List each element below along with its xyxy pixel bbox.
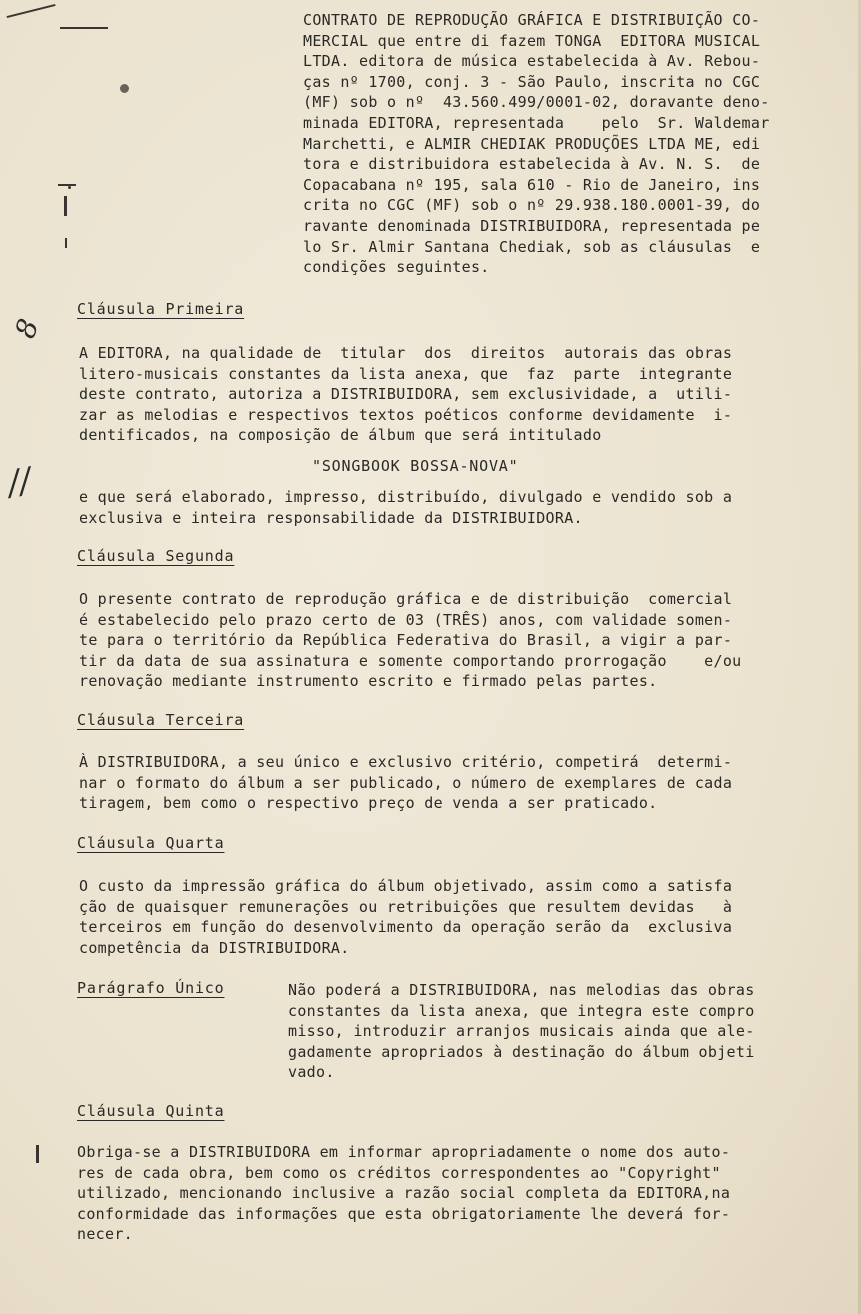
clause-line: ção de quaisquer remunerações ou retribuições que resultem devidas à xyxy=(79,897,733,916)
preamble-line: crita no CGC (MF) sob o nº 29.938.180.0001-39, do xyxy=(303,196,761,215)
album-title: "SONGBOOK BOSSA-NOVA" xyxy=(312,457,519,475)
margin-tick-small xyxy=(65,238,67,248)
top-dash-mark xyxy=(60,27,108,29)
clause-line: Obriga-se a DISTRIBUIDORA em informar apropriadamente o nome dos auto- xyxy=(77,1143,731,1161)
clause-heading: Cláusula Primeira xyxy=(77,300,245,318)
preamble-line: minada EDITORA, representada pelo Sr. Waldemar xyxy=(303,113,770,132)
clause-line: O presente contrato de reprodução gráfica e de distribuição comercial xyxy=(79,590,733,608)
clause-line: te para o território da República Federativa do Brasil, a vigir a par- xyxy=(79,631,733,650)
clause-line: conformidade das informações que esta obrigatoriamente lhe deverá for- xyxy=(77,1204,731,1223)
preamble-line: (MF) sob o nº 43.560.499/0001-02, doravante deno- xyxy=(303,93,770,112)
punch-hole-dot xyxy=(120,84,129,93)
clause-line: litero-musicais constantes da lista anexa, que faz parte integrante xyxy=(79,364,733,383)
paragraph-line: misso, introduzir arranjos musicais ainda que ale- xyxy=(288,1022,755,1041)
clause-line: terceiros em função do desenvolvimento da operação serão da exclusiva xyxy=(79,918,733,937)
clause-line: deste contrato, autoriza a DISTRIBUIDORA, sem exclusividade, a utili- xyxy=(79,385,733,404)
clause-body xyxy=(79,487,732,528)
preamble-line: Marchetti, e ALMIR CHEDIAK PRODUÇÕES LTDA ME, edi xyxy=(303,134,761,153)
paragraph-line: vado. xyxy=(288,1063,335,1082)
clause-line: e que será elaborado, impresso, distribuído, divulgado e vendido sob a xyxy=(79,488,733,506)
clause-body xyxy=(79,876,732,958)
clause-line: exclusiva e inteira responsabilidade da DISTRIBUIDORA. xyxy=(79,508,583,527)
clause-line: dentificados, na composição de álbum que será intitulado xyxy=(79,426,602,445)
preamble-line: ças nº 1700, conj. 3 - São Paulo, inscrita no CGC xyxy=(303,72,761,91)
preamble-line: LTDA. editora de música estabelecida à Av. Rebou- xyxy=(303,52,761,71)
clause-line: necer. xyxy=(77,1225,133,1244)
clause-body xyxy=(79,343,732,446)
clause-body xyxy=(79,589,741,692)
preamble-line: ravante denominada DISTRIBUIDORA, representada pe xyxy=(303,216,761,235)
clause-heading: Cláusula Quinta xyxy=(77,1102,225,1120)
margin-dot xyxy=(68,186,71,189)
margin-tick xyxy=(64,196,67,216)
paragraph-heading: Parágrafo Único xyxy=(77,979,225,997)
paragraph-line: gadamente apropriados à destinação do álbum objeti xyxy=(288,1042,755,1061)
preamble-line: MERCIAL que entre di fazem TONGA EDITORA MUSICAL xyxy=(303,31,761,50)
corner-stroke xyxy=(7,4,56,18)
paragraph-line: Não poderá a DISTRIBUIDORA, nas melodias das obras xyxy=(288,981,755,999)
clause-line: tiragem, bem como o respectivo preço de venda a ser praticado. xyxy=(79,794,658,813)
margin-tick-lower xyxy=(36,1145,39,1163)
clause-heading: Cláusula Segunda xyxy=(77,547,235,565)
preamble-line: CONTRATO DE REPRODUÇÃO GRÁFICA E DISTRIBUIÇÃO CO- xyxy=(303,11,761,29)
clause-line: A EDITORA, na qualidade de titular dos direitos autorais das obras xyxy=(79,344,733,362)
clause-line: À DISTRIBUIDORA, a seu único e exclusivo critério, competirá determi- xyxy=(79,753,733,771)
handwritten-slash-mark: // xyxy=(4,460,35,504)
clause-line: O custo da impressão gráfica do álbum objetivado, assim como a satisfa xyxy=(79,877,733,895)
handwritten-margin-mark: 8 xyxy=(8,314,46,343)
clause-line: tir da data de sua assinatura e somente comportando prorrogação e/ou xyxy=(79,651,742,670)
paragraph-line: constantes da lista anexa, que integra este compro xyxy=(288,1001,755,1020)
clause-line: renovação mediante instrumento escrito e firmado pelas partes. xyxy=(79,672,658,691)
clause-body xyxy=(79,752,732,814)
contract-preamble xyxy=(303,10,770,278)
margin-dash xyxy=(58,184,76,186)
clause-line: zar as melodias e respectivos textos poéticos conforme devidamente i- xyxy=(79,405,733,424)
clause-heading: Cláusula Terceira xyxy=(77,711,245,729)
clause-line: competência da DISTRIBUIDORA. xyxy=(79,938,350,957)
preamble-line: condições seguintes. xyxy=(303,258,490,277)
preamble-line: tora e distribuidora estabelecida à Av. N. S. de xyxy=(303,155,761,174)
preamble-line: lo Sr. Almir Santana Chediak, sob as cláusulas e xyxy=(303,237,761,256)
clause-line: utilizado, mencionando inclusive a razão social completa da EDITORA,na xyxy=(77,1184,731,1203)
preamble-line: Copacabana nº 195, sala 610 - Rio de Janeiro, ins xyxy=(303,175,761,194)
clause-line: res de cada obra, bem como os créditos correspondentes ao "Copyright" xyxy=(77,1163,721,1182)
clause-line: é estabelecido pelo prazo certo de 03 (TRÊS) anos, com validade somen- xyxy=(79,610,733,629)
clause-body xyxy=(77,1142,730,1245)
clause-line: nar o formato do álbum a ser publicado, o número de exemplares de cada xyxy=(79,773,733,792)
paragraph-body xyxy=(288,980,755,1083)
clause-heading: Cláusula Quarta xyxy=(77,834,225,852)
